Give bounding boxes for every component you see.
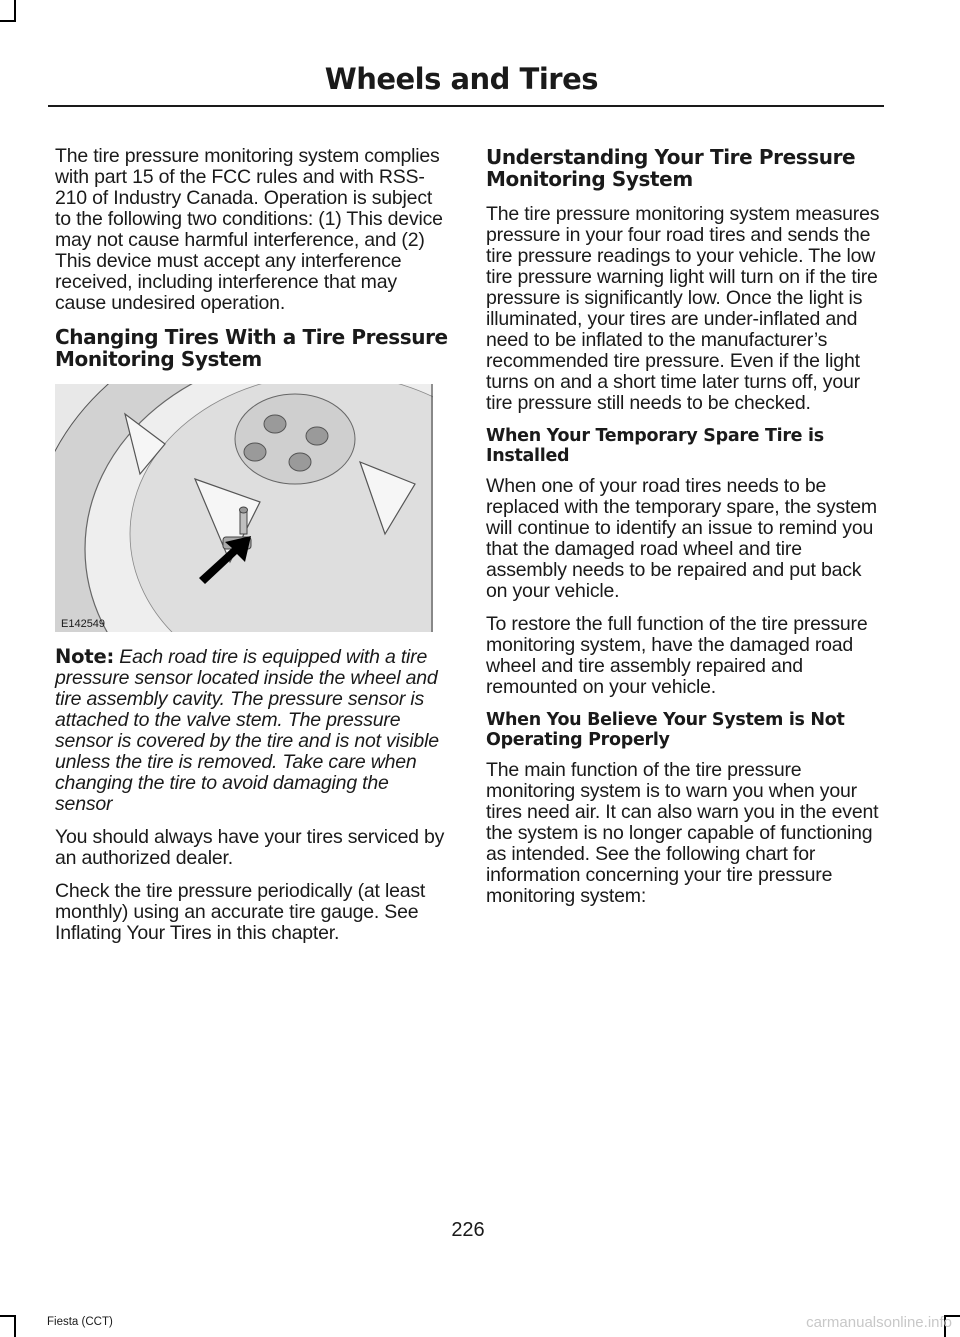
crop-mark bbox=[0, 20, 16, 22]
note-text: Each road tire is equipped with a tire pressure sensor located inside the wheel and tire assembly cavity. The pressure sensor is attached to the valve stem. The pressure sensor is covered by the tire and is not visible unless the tire is removed. Take care when changing the tire to avoid damaging the sensor bbox=[55, 646, 439, 815]
page-title: Wheels and Tires bbox=[324, 62, 598, 96]
paragraph-spare: When one of your road tires needs to be replaced with the temporary spare, the system will continue to identify an issue to remind you that the damaged road wheel and tire assembly needs to be repaired and put back on your vehicle. bbox=[486, 475, 877, 602]
paragraph-measures: The tire pressure monitoring system measures pressure in your four road tires and sends the tire pressure readings to your vehicle. The low tire pressure warning light will turn on if the tire pressure is significantly low. Once the light is illuminated, your tires are under-inflated and need to be inflated to the manufacturer’s recommended tire pressure. Even if the light turns on and a short time later turns off, your tire pressure still needs to be checked. bbox=[486, 203, 880, 414]
figure-code: E142549 bbox=[61, 618, 106, 630]
footer-model: Fiesta (CCT) bbox=[47, 1316, 113, 1328]
crop-mark bbox=[14, 0, 16, 22]
paragraph-check-pressure: Check the tire pressure periodically (at least monthly) using an accurate tire gauge. See Inflating Your Tires in this chapter. bbox=[55, 880, 426, 944]
heading-changing-tires: Changing Tires With a Tire Pressure Monitoring System bbox=[55, 325, 448, 371]
paragraph-main-function: The main function of the tire pressure monitoring system is to warn you when your tires need air. It can also warn you in the event the system is no longer capable of functioning as intended. See the following chart for information concerning your tire pressure monitoring system: bbox=[486, 759, 879, 907]
left-column bbox=[55, 146, 450, 956]
paragraph-serviced: You should always have your tires serviced by an authorized dealer. bbox=[55, 826, 445, 869]
header-divider bbox=[48, 105, 884, 107]
subheading-spare-tire: When Your Temporary Spare Tire is Installed bbox=[486, 426, 824, 466]
paragraph-fcc: The tire pressure monitoring system complies with part 15 of the FCC rules and with RSS-210 of Industry Canada. Operation is subject to the following two conditions: (1) This device may not cause harmful interference, and (2) This device must accept any interference received, including interference that may cause undesired operation. bbox=[55, 145, 443, 314]
watermark: carmanualsonline.info bbox=[806, 1314, 952, 1331]
paragraph-restore: To restore the full function of the tire pressure monitoring system, have the damaged road wheel and tire assembly repaired and remounted on your vehicle. bbox=[486, 613, 868, 698]
right-column bbox=[486, 146, 882, 919]
tire-sensor-illustration bbox=[55, 384, 433, 632]
wheel-illustration bbox=[55, 384, 433, 632]
note-label: Note: bbox=[55, 645, 115, 668]
note-sensor bbox=[55, 646, 450, 815]
heading-understanding: Understanding Your Tire Pressure Monitoring System bbox=[486, 145, 856, 191]
crop-mark bbox=[14, 1315, 16, 1337]
subheading-not-operating: When You Believe Your System is Not Operating Properly bbox=[486, 710, 845, 750]
page-number: 226 bbox=[451, 1219, 485, 1241]
crop-mark bbox=[0, 1315, 16, 1317]
